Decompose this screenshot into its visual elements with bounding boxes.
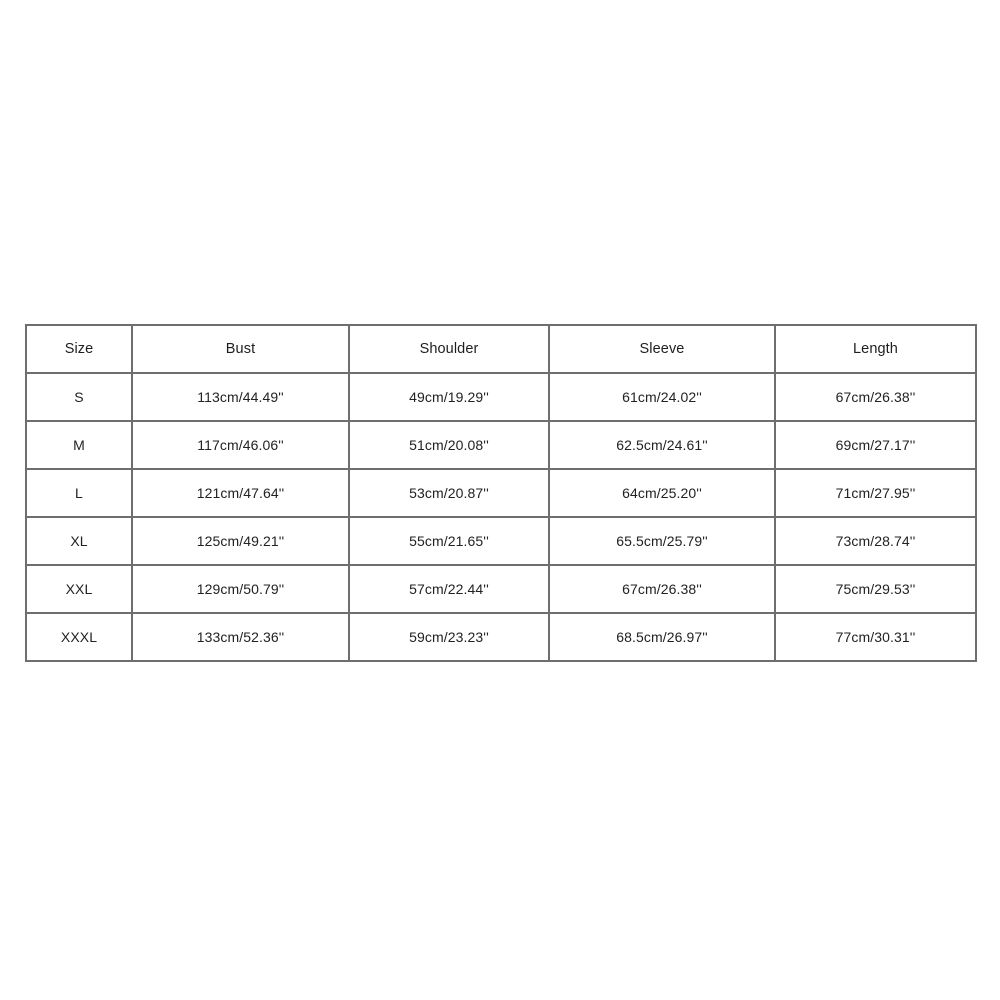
table-row [26,421,976,469]
header-sleeve: Sleeve [549,325,775,373]
shoulder-cell: 59cm/23.23'' [349,613,549,661]
length-cell: 71cm/27.95'' [775,469,976,517]
length-cell: 69cm/27.17'' [775,421,976,469]
header-bust: Bust [132,325,349,373]
length-cell: 75cm/29.53'' [775,565,976,613]
shoulder-cell: 49cm/19.29'' [349,373,549,421]
table-row [26,613,976,661]
size-chart-table [25,324,977,662]
shoulder-cell: 57cm/22.44'' [349,565,549,613]
size-cell: M [26,421,132,469]
header-shoulder: Shoulder [349,325,549,373]
sleeve-cell: 65.5cm/25.79'' [549,517,775,565]
sleeve-cell: 68.5cm/26.97'' [549,613,775,661]
table-row [26,469,976,517]
bust-cell: 125cm/49.21'' [132,517,349,565]
size-cell: XL [26,517,132,565]
sleeve-cell: 67cm/26.38'' [549,565,775,613]
header-size: Size [26,325,132,373]
sleeve-cell: 62.5cm/24.61'' [549,421,775,469]
length-cell: 77cm/30.31'' [775,613,976,661]
bust-cell: 113cm/44.49'' [132,373,349,421]
header-length: Length [775,325,976,373]
shoulder-cell: 51cm/20.08'' [349,421,549,469]
bust-cell: 121cm/47.64'' [132,469,349,517]
bust-cell: 117cm/46.06'' [132,421,349,469]
size-cell: XXXL [26,613,132,661]
size-cell: S [26,373,132,421]
size-cell: L [26,469,132,517]
table-row [26,517,976,565]
shoulder-cell: 53cm/20.87'' [349,469,549,517]
table-header-row [26,325,976,373]
shoulder-cell: 55cm/21.65'' [349,517,549,565]
length-cell: 73cm/28.74'' [775,517,976,565]
bust-cell: 129cm/50.79'' [132,565,349,613]
bust-cell: 133cm/52.36'' [132,613,349,661]
size-cell: XXL [26,565,132,613]
table-row [26,373,976,421]
length-cell: 67cm/26.38'' [775,373,976,421]
table-row [26,565,976,613]
sleeve-cell: 64cm/25.20'' [549,469,775,517]
sleeve-cell: 61cm/24.02'' [549,373,775,421]
